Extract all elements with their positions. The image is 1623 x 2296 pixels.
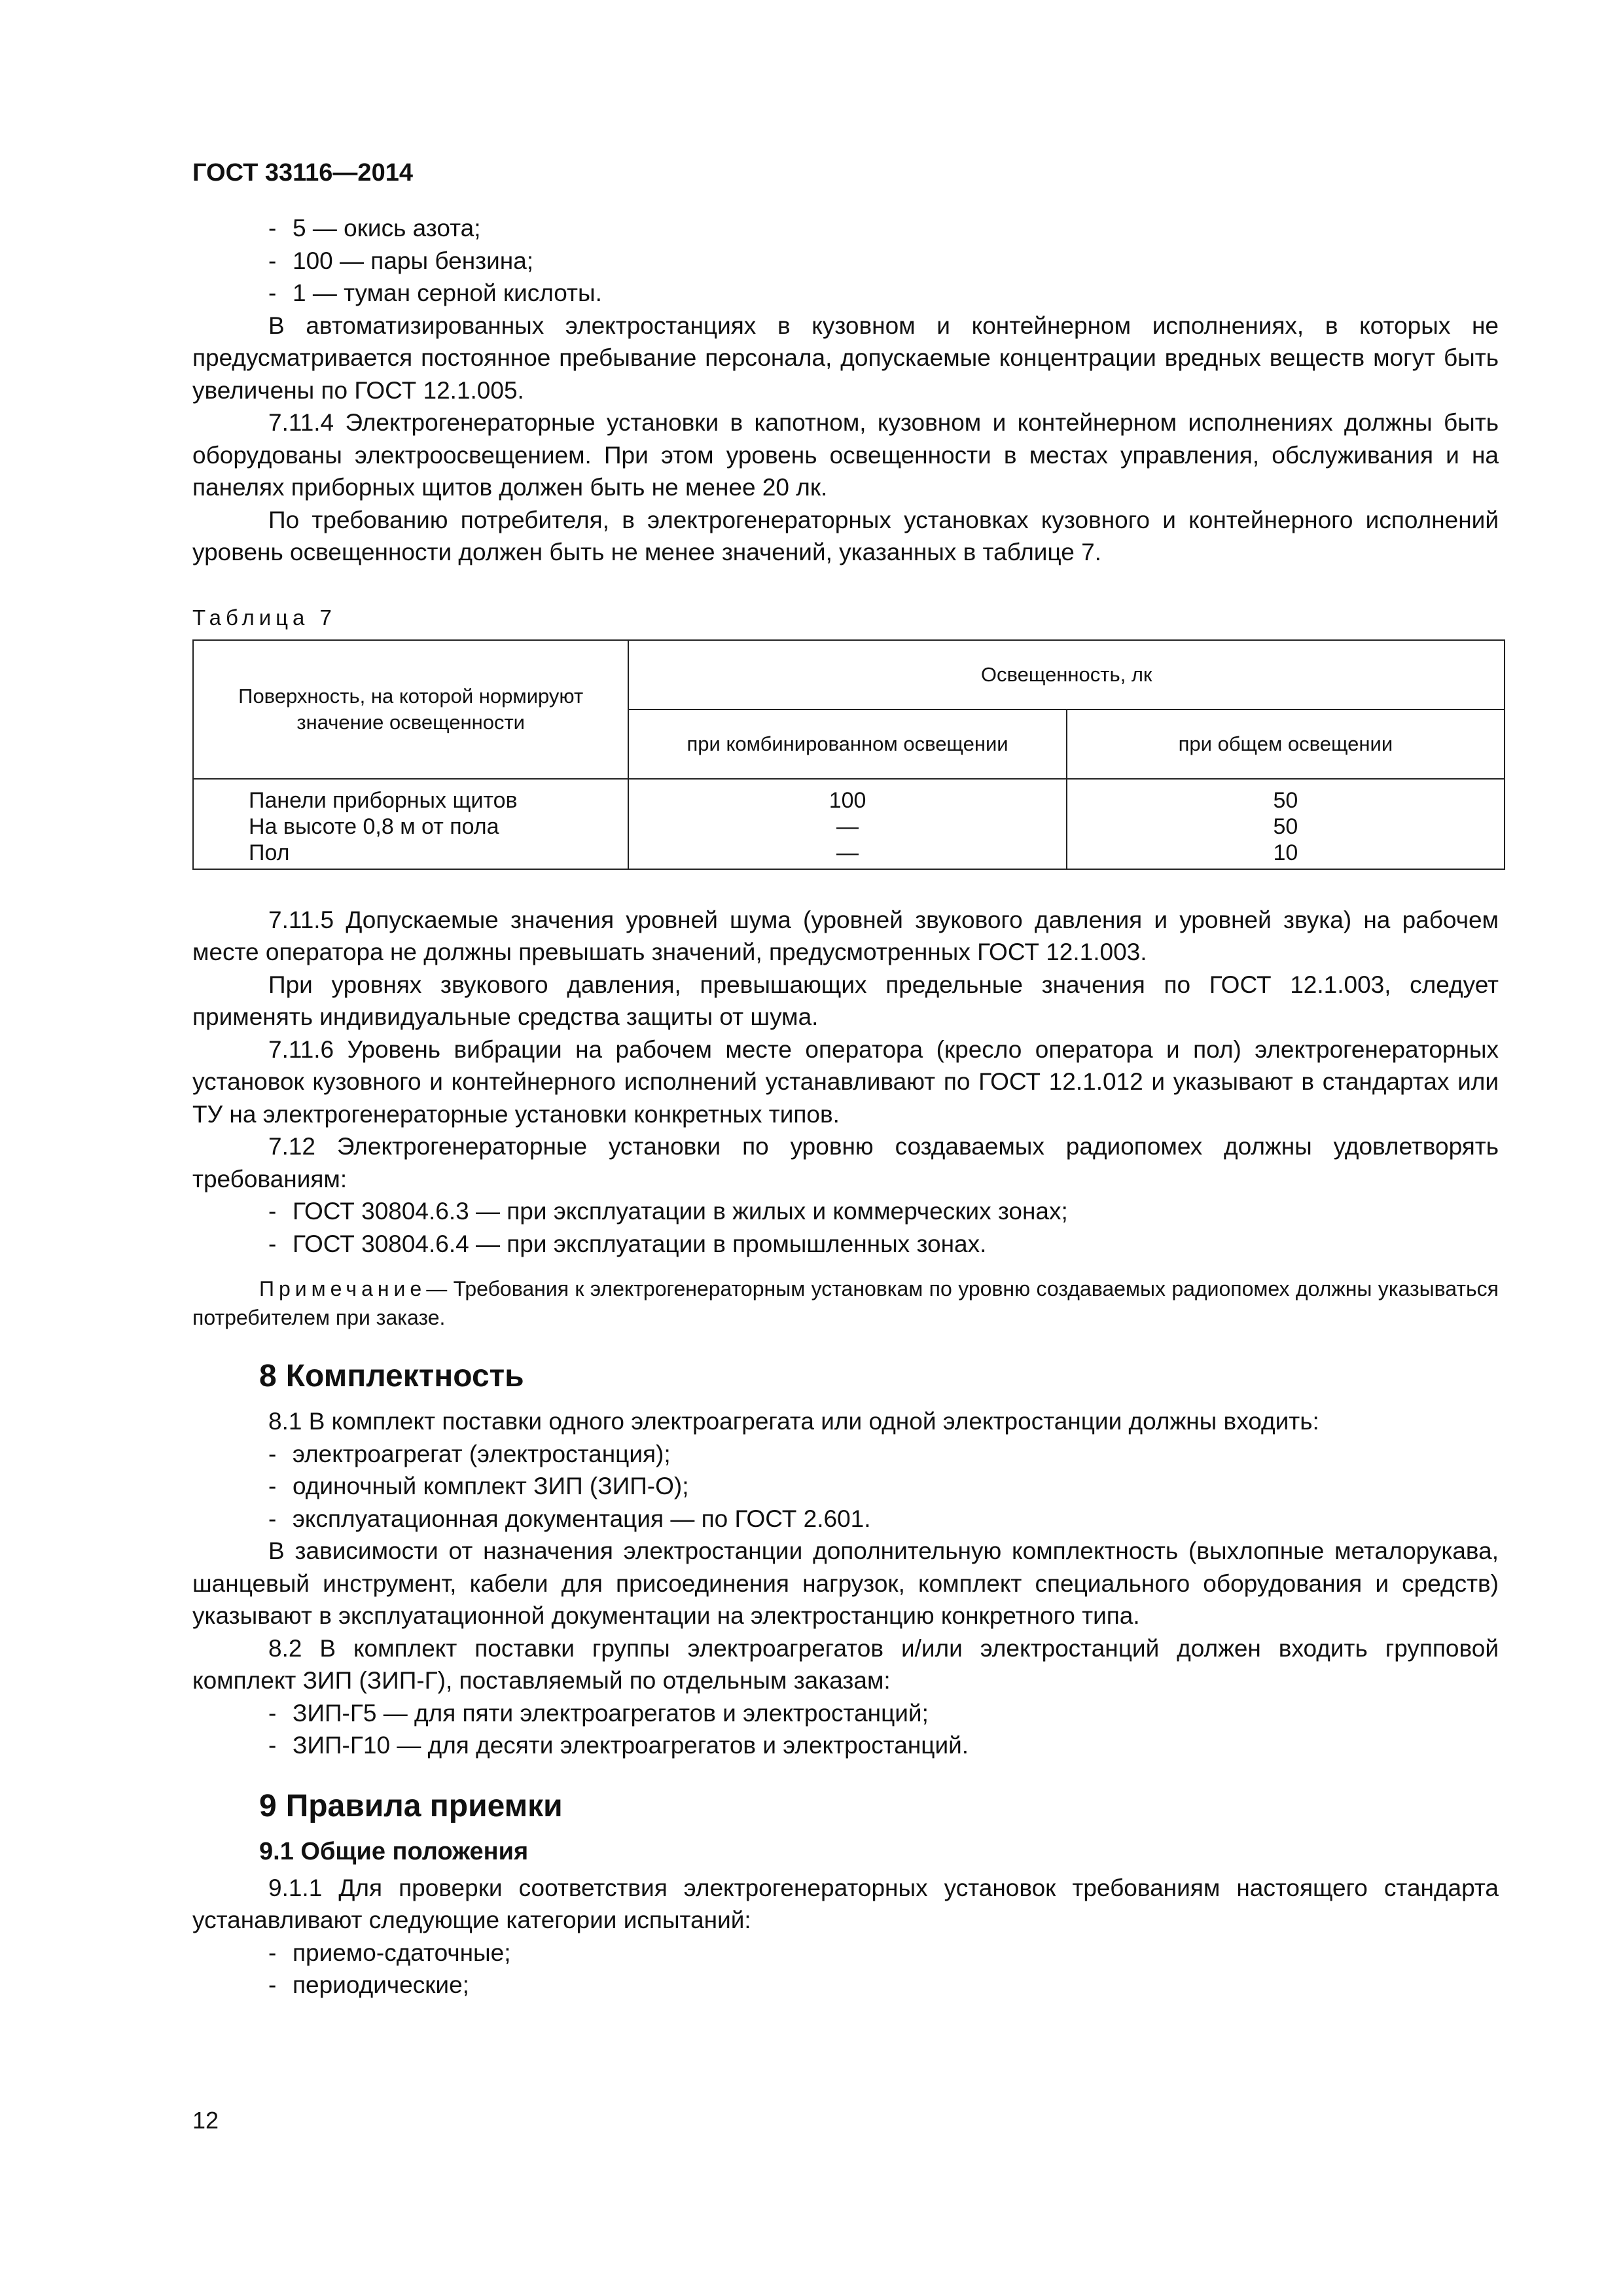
table-column-combined [628, 779, 1066, 869]
table-cell: На высоте 0,8 м от пола [249, 814, 499, 839]
subsection-heading: 9.1 Общие положения [259, 1837, 529, 1865]
paragraph: В зависимости от назначения электростанции дополнительную комплектность (выхлопные металорукава, шанцевый инструмент, кабели для присоединения нагрузок, комплект специального оборудования и средств) указывают в эксплуатационной документации на электростанцию конкретного типа. [192, 1537, 1499, 1629]
paragraph: 8.2 В комплект поставки группы электроагрегатов и/или электростанций должен входить групповой комплект ЗИП (ЗИП-Г), поставляемый по отдельным заказам: [192, 1634, 1499, 1694]
list-item: - приемо-сдаточные; [268, 1939, 511, 1966]
table-cell: Пол [249, 840, 290, 865]
spacer [192, 870, 1499, 904]
paragraph: 9.1.1 Для проверки соответствия электрогенераторных установок требованиям настоящего стандарта устанавливают следующие категории испытаний: [192, 1874, 1499, 1933]
list-item: - одиночный комплект ЗИП (ЗИП-О); [268, 1473, 689, 1499]
list-item: - ЗИП-Г5 — для пяти электроагрегатов и электростанций; [268, 1699, 929, 1727]
table-cell: 50 [1273, 814, 1298, 839]
table-caption: Таблица 7 [192, 605, 336, 630]
table-header-illumination: Освещенность, лк [628, 640, 1505, 709]
test-category-list [192, 1937, 1499, 2001]
list-item: - ГОСТ 30804.6.3 — при эксплуатации в жилых и коммерческих зонах; [268, 1198, 1068, 1225]
page-number: 12 [192, 2107, 219, 2134]
paragraph: 7.11.5 Допускаемые значения уровней шума (уровней звукового давления и уровней звука) на рабочем месте оператора не должны превышать значений, предусмотренных ГОСТ 12.1.003. [192, 906, 1499, 965]
table-cell: — [836, 814, 859, 839]
group-kit-list [192, 1697, 1499, 1762]
section-heading: 9 Правила приемки [259, 1788, 563, 1823]
radio-interference-list [192, 1195, 1499, 1260]
table-cell: — [836, 840, 859, 865]
paragraph: 8.1 В комплект поставки одного электроагрегата или одной электростанции должны входить: [268, 1408, 1319, 1435]
delivery-list [192, 1438, 1499, 1535]
section-heading: 8 Комплектность [259, 1359, 524, 1393]
note-label: Примечание [259, 1277, 427, 1300]
list-item: - ЗИП-Г10 — для десяти электроагрегатов и электростанций. [268, 1732, 969, 1759]
paragraph: 7.11.6 Уровень вибрации на рабочем месте оператора (кресло оператора и пол) электрогенераторных установок кузовного и контейнерного исполнений устанавливают по ГОСТ 12.1.012 и указывают в стандартах или ТУ на электрогенераторные установки конкретных типов. [192, 1035, 1499, 1128]
table-column-surface [193, 779, 628, 869]
list-item: - электроагрегат (электростанция); [268, 1440, 671, 1467]
paragraph: В автоматизированных электростанциях в кузовном и контейнерном исполнениях, в которых не предусматривается постоянное пребывание персонала, допускаемые концентрации вредных веществ могут быть увеличены по ГОСТ 12.1.005. [192, 312, 1499, 404]
document-page [192, 157, 1499, 2001]
paragraph: При уровнях звукового давления, превышающих предельные значения по ГОСТ 12.1.003, следует применять индивидуальные средства защиты от шума. [192, 971, 1499, 1030]
paragraph: 7.12 Электрогенераторные установки по уровню создаваемых радиопомех должны удовлетворять требованиям: [192, 1133, 1499, 1193]
paragraph: 7.11.4 Электрогенераторные установки в капотном, кузовном и контейнерном исполнениях должны быть оборудованы электроосвещением. При этом уровень освещенности в местах управления, обслуживания и на панелях приборных щитов должен быть не менее 20 лк. [192, 409, 1499, 501]
table-cell: 10 [1273, 840, 1298, 865]
concentration-list [192, 212, 1499, 310]
list-item: - 1 — туман серной кислоты. [268, 279, 602, 306]
list-item: - периодические; [268, 1971, 469, 1998]
table-column-general [1067, 779, 1505, 869]
table-header-surface: Поверхность, на которой нормируют значение освещенности [193, 640, 628, 779]
list-item: - 5 — окись азота; [268, 215, 481, 242]
table-header-combined: при комбинированном освещении [628, 709, 1066, 779]
table-cell: Панели приборных щитов [249, 787, 518, 813]
list-item: - 100 — пары бензина; [268, 247, 534, 274]
list-item: - эксплуатационная документация — по ГОСТ 2.601. [268, 1505, 871, 1532]
document-header: ГОСТ 33116—2014 [192, 159, 413, 187]
list-item: - ГОСТ 30804.6.4 — при эксплуатации в промышленных зонах. [268, 1230, 987, 1257]
table-cell: 100 [829, 787, 866, 813]
paragraph: По требованию потребителя, в электрогенераторных установках кузовного и контейнерного исполнений уровень освещенности должен быть не менее значений, указанных в таблице 7. [192, 506, 1499, 565]
table-header-general: при общем освещении [1067, 709, 1505, 779]
table-cell: 50 [1273, 787, 1298, 813]
note [192, 1274, 1499, 1332]
illumination-table [192, 639, 1505, 870]
note-text: — Требования к электрогенераторным установкам по уровню создаваемых радиопомех должны указываться потребителем при заказе. [192, 1277, 1499, 1329]
